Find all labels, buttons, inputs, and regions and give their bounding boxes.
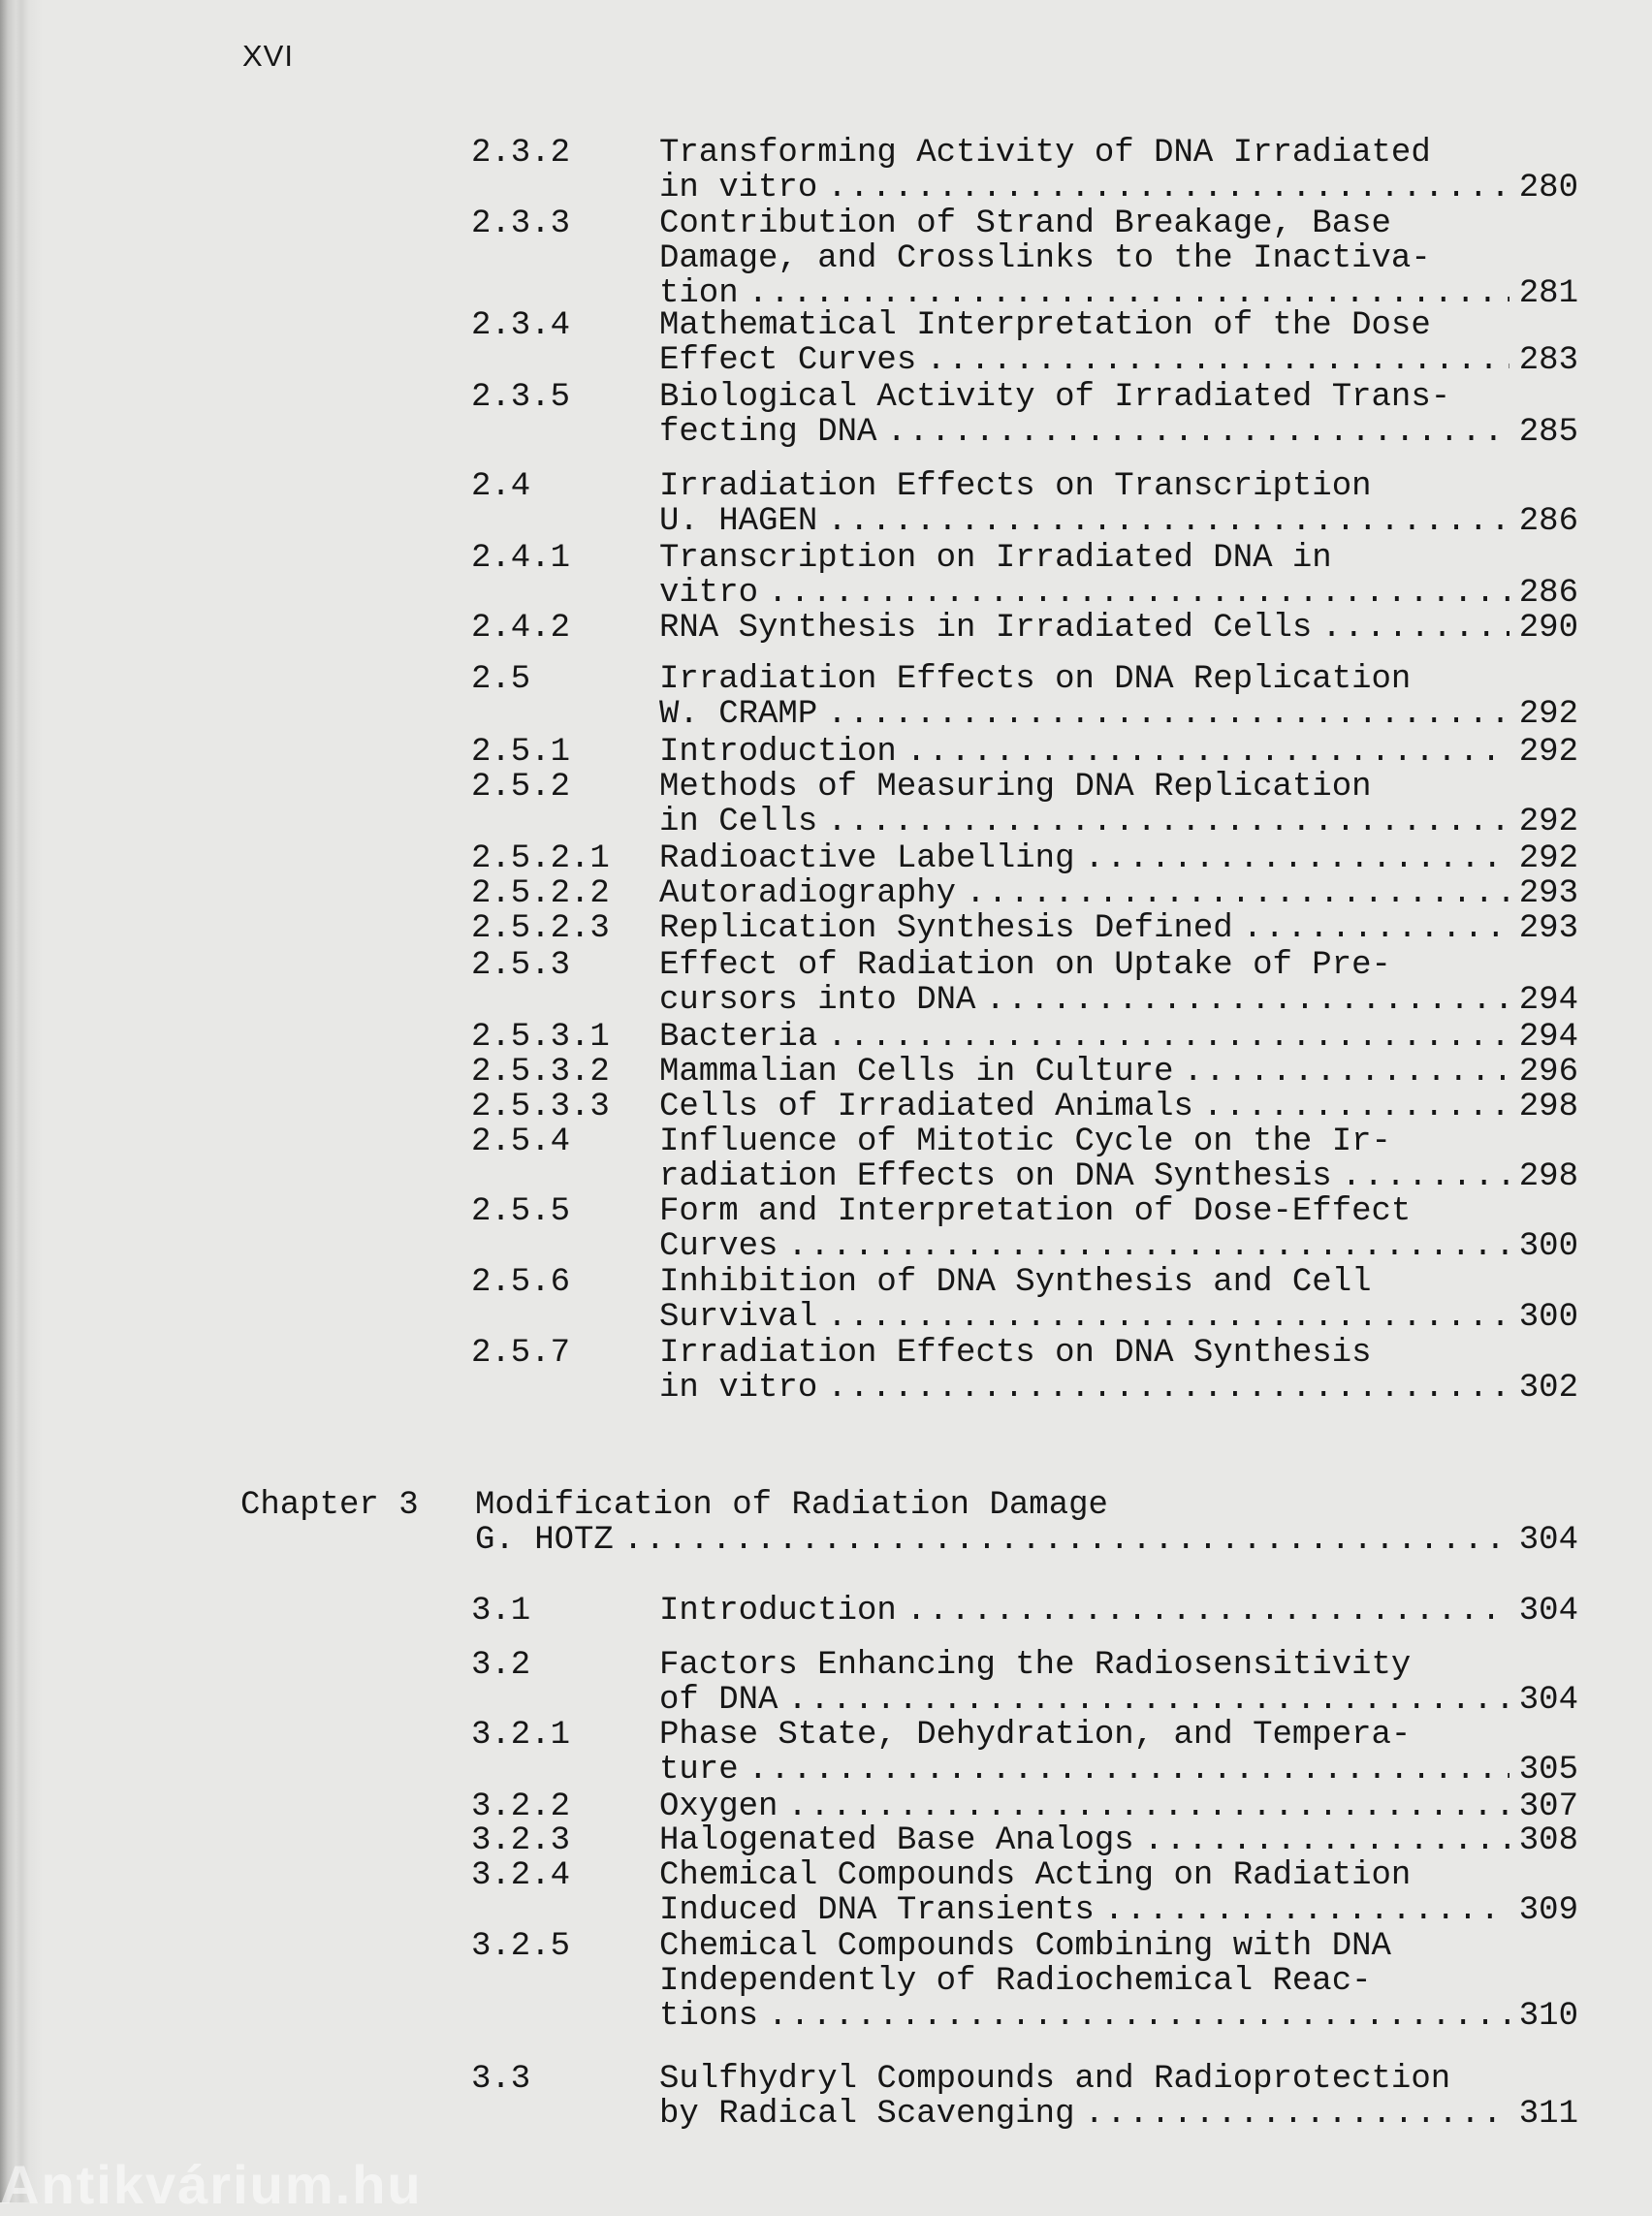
section-title-line: Mammalian Cells in Culture [659,1054,1174,1091]
dot-leader [827,1020,1509,1055]
section-title-line: in vitro [659,170,818,206]
page-reference: 302 [1518,1370,1578,1407]
section-number: 2.5.3.1 [471,1019,610,1056]
section-title-line: Autoradiography [659,875,957,912]
page-reference: 286 [1518,575,1578,612]
section-title-line: Mathematical Interpretation of the Dose [659,307,1431,344]
page-reference: 308 [1518,1822,1578,1859]
section-number: 2.5.2.1 [471,840,610,877]
dot-leader [1243,911,1509,946]
section-number: 3.2 [471,1647,531,1684]
section-title-line: Inhibition of DNA Synthesis and Cell [659,1264,1372,1301]
page-reference: 294 [1518,1019,1578,1056]
section-title-line: Damage, and Crosslinks to the Inactiva- [659,240,1431,277]
dot-leader [623,1523,1509,1558]
section-title-line: W. CRAMP [659,696,818,733]
page-reference: 281 [1518,275,1578,312]
dot-leader [787,1789,1509,1824]
section-title-line: Contribution of Strand Breakage, Base [659,206,1391,242]
section-title-line: Irradiation Effects on DNA Synthesis [659,1335,1372,1372]
section-title-line: Biological Activity of Irradiated Trans- [659,379,1451,416]
section-number: 2.5.3.3 [471,1089,610,1125]
watermark: Antikvárium.hu [0,2154,423,2215]
dot-leader [906,735,1509,770]
section-title-line: G. HOTZ [475,1522,614,1559]
page-reference: 300 [1518,1299,1578,1336]
section-number: 2.4.1 [471,540,571,577]
section-title-line: Cells of Irradiated Animals [659,1089,1193,1125]
section-title-line: in Cells [659,804,818,840]
section-number: 2.5.6 [471,1264,571,1301]
dot-leader [827,805,1509,839]
section-number: 2.5.3.2 [471,1054,610,1091]
dot-leader [768,576,1509,611]
page-reference: 305 [1518,1752,1578,1789]
section-title-line: Chemical Compounds Combining with DNA [659,1928,1391,1965]
section-title-line: RNA Synthesis in Irradiated Cells [659,610,1313,647]
page-reference: 294 [1518,982,1578,1019]
dot-leader [827,171,1509,206]
dot-leader [1084,841,1509,876]
section-title-line: Transforming Activity of DNA Irradiated [659,135,1431,172]
dot-leader [906,1594,1509,1629]
section-title-line: ture [659,1752,739,1789]
section-title-line: Irradiation Effects on Transcription [659,468,1372,505]
page-reference: 300 [1518,1228,1578,1265]
section-number: 3.3 [471,2061,531,2098]
page-reference: 285 [1518,414,1578,451]
section-title-line: by Radical Scavenging [659,2096,1075,2133]
section-number: 2.5.4 [471,1124,571,1160]
section-number: 2.5.2 [471,769,571,806]
section-title-line: Modification of Radiation Damage [475,1487,1108,1524]
page-reference: 292 [1518,696,1578,733]
page-reference: 290 [1518,610,1578,647]
section-number: 2.5.5 [471,1193,571,1230]
dot-leader [827,1300,1509,1335]
section-title-line: tion [659,275,739,312]
page-reference: 311 [1518,2096,1578,2133]
dot-leader [1321,611,1509,646]
page-reference: 293 [1518,910,1578,947]
dot-leader [787,1229,1509,1264]
section-title-line: Independently of Radiochemical Reac- [659,1963,1372,2000]
dot-leader [827,1371,1509,1406]
section-title-line: tions [659,1998,759,2035]
dot-leader [748,276,1509,311]
page-reference: 298 [1518,1089,1578,1125]
page-reference: 292 [1518,840,1578,877]
section-title-line: U. HAGEN [659,503,818,540]
page-reference: 304 [1518,1682,1578,1719]
section-title-line: of DNA [659,1682,778,1719]
dot-leader [1104,1893,1509,1928]
section-number: 2.5.3 [471,947,571,984]
section-number: Chapter 3 [240,1487,419,1524]
section-title-line: Introduction [659,734,897,771]
section-number: 2.3.2 [471,135,571,172]
section-title-line: Effect of Radiation on Uptake of Pre- [659,947,1391,984]
section-title-line: Survival [659,1299,818,1336]
section-title-line: Irradiation Effects on DNA Replication [659,661,1412,698]
section-title-line: Sulfhydryl Compounds and Radioprotection [659,2061,1451,2098]
section-title-line: Transcription on Irradiated DNA in [659,540,1332,577]
page-reference: 292 [1518,734,1578,771]
section-title-line: cursors into DNA [659,982,976,1019]
section-title-line: Factors Enhancing the Radiosensitivity [659,1647,1412,1684]
section-number: 3.1 [471,1593,531,1630]
section-number: 2.5 [471,661,531,698]
section-number: 3.2.3 [471,1822,571,1859]
section-title-line: Chemical Compounds Acting on Radiation [659,1857,1412,1894]
page-reference: 298 [1518,1158,1578,1195]
section-title-line: Curves [659,1228,778,1265]
page-reference: 292 [1518,804,1578,840]
dot-leader [787,1683,1509,1718]
section-title-line: Replication Synthesis Defined [659,910,1233,947]
dot-leader [1144,1823,1509,1858]
page-reference: 283 [1518,342,1578,379]
section-number: 2.5.2.2 [471,875,610,912]
section-title-line: vitro [659,575,759,612]
section-number: 2.3.4 [471,307,571,344]
page-reference: 307 [1518,1789,1578,1825]
section-title-line: Methods of Measuring DNA Replication [659,769,1372,806]
dot-leader [827,504,1509,539]
section-number: 3.2.2 [471,1789,571,1825]
section-title-line: fecting DNA [659,414,877,451]
section-number: 2.5.2.3 [471,910,610,947]
page-reference: 310 [1518,1998,1578,2035]
section-title-line: radiation Effects on DNA Synthesis [659,1158,1332,1195]
section-number: 3.2.1 [471,1717,571,1754]
page-edge-shadow [0,0,43,2202]
dot-leader [926,343,1509,378]
dot-leader [1342,1159,1509,1194]
page-reference: 304 [1518,1522,1578,1559]
section-title-line: in vitro [659,1370,818,1407]
section-title-line: Halogenated Base Analogs [659,1822,1134,1859]
section-number: 2.4.2 [471,610,571,647]
dot-leader [768,1999,1509,2034]
dot-leader [985,983,1509,1018]
section-number: 2.3.3 [471,206,571,242]
section-title-line: Introduction [659,1593,897,1630]
page-reference: 304 [1518,1593,1578,1630]
dot-leader [1184,1055,1509,1090]
dot-leader [966,876,1509,911]
section-title-line: Effect Curves [659,342,917,379]
page-number: XVI [242,39,294,73]
dot-leader [748,1753,1509,1788]
section-number: 2.3.5 [471,379,571,416]
section-number: 2.4 [471,468,531,505]
page-reference: 293 [1518,875,1578,912]
section-number: 3.2.4 [471,1857,571,1894]
section-title-line: Oxygen [659,1789,778,1825]
page-reference: 280 [1518,170,1578,206]
page-reference: 309 [1518,1892,1578,1929]
section-title-line: Influence of Mitotic Cycle on the Ir- [659,1124,1391,1160]
section-number: 2.5.7 [471,1335,571,1372]
section-title-line: Phase State, Dehydration, and Tempera- [659,1717,1412,1754]
page-reference: 286 [1518,503,1578,540]
section-title-line: Induced DNA Transients [659,1892,1095,1929]
dot-leader [886,415,1509,450]
section-title-line: Bacteria [659,1019,818,1056]
section-title-line: Form and Interpretation of Dose-Effect [659,1193,1412,1230]
dot-leader [1084,2097,1509,2132]
section-title-line: Radioactive Labelling [659,840,1075,877]
dot-leader [827,697,1509,732]
dot-leader [1203,1090,1509,1124]
page-reference: 296 [1518,1054,1578,1091]
section-number: 3.2.5 [471,1928,571,1965]
section-number: 2.5.1 [471,734,571,771]
